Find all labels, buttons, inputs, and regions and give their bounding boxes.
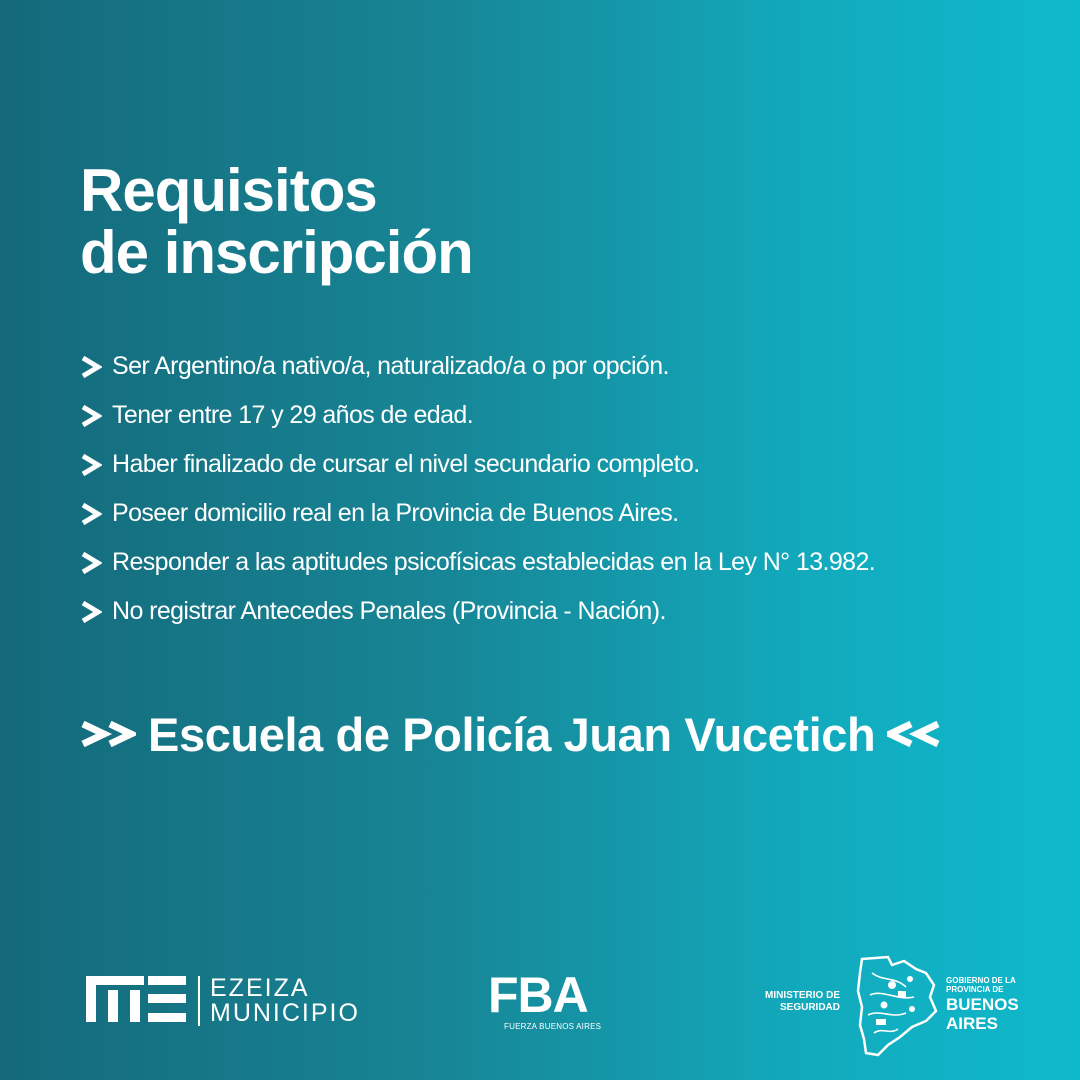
fba-logo bbox=[488, 967, 618, 1034]
school-name: Escuela de Policía Juan Vucetich bbox=[148, 707, 876, 761]
gobierno-line-2: PROVINCIA DE bbox=[946, 985, 1004, 994]
gobierno-logo bbox=[946, 976, 1019, 1032]
requirement-text: Haber finalizado de cursar el nivel secundario completo. bbox=[112, 450, 700, 478]
gobierno-line-1: GOBIERNO DE LA bbox=[946, 976, 1016, 985]
fba-subtitle: FUERZA BUENOS AIRES bbox=[504, 1022, 602, 1031]
requirements-list bbox=[80, 342, 875, 636]
double-chevron-right-icon bbox=[80, 714, 136, 754]
gobierno-line-3: BUENOS bbox=[946, 995, 1019, 1014]
gobierno-line-4: AIRES bbox=[946, 1014, 998, 1033]
list-item bbox=[80, 489, 875, 538]
ministerio-logo bbox=[740, 990, 840, 1014]
ezeiza-line-2: MUNICIPIO bbox=[210, 999, 360, 1027]
double-chevron-left-icon bbox=[887, 714, 943, 754]
school-banner bbox=[80, 702, 943, 766]
requirement-text: No registrar Antecedes Penales (Provincia - Nación). bbox=[112, 597, 666, 625]
chevron-right-icon bbox=[80, 600, 102, 624]
chevron-right-icon bbox=[80, 355, 102, 379]
requirement-text: Responder a las aptitudes psicofísicas establecidas en la Ley N° 13.982. bbox=[112, 548, 876, 576]
requirement-text: Ser Argentino/a nativo/a, naturalizado/a o por opción. bbox=[112, 352, 669, 380]
fba-mark: FBA bbox=[488, 967, 588, 1023]
list-item bbox=[80, 342, 875, 391]
title-line-2: de inscripción bbox=[80, 219, 473, 286]
chevron-right-icon bbox=[80, 551, 102, 575]
chevron-right-icon bbox=[80, 404, 102, 428]
title-line-1: Requisitos bbox=[80, 157, 377, 224]
ezeiza-line-1: EZEIZA bbox=[210, 974, 310, 1002]
requirement-text: Poseer domicilio real en la Provincia de Buenos Aires. bbox=[112, 499, 679, 527]
chevron-right-icon bbox=[80, 453, 102, 477]
page-title bbox=[80, 157, 473, 286]
chevron-right-icon bbox=[80, 502, 102, 526]
requirement-text: Tener entre 17 y 29 años de edad. bbox=[112, 401, 474, 429]
ministerio-line-1: MINISTERIO DE bbox=[764, 990, 840, 1001]
ezeiza-logo bbox=[86, 976, 360, 1026]
ezeiza-mark-icon bbox=[86, 976, 186, 1027]
list-item bbox=[80, 391, 875, 440]
province-map-icon bbox=[852, 955, 940, 1059]
ministerio-line-2: SEGURIDAD bbox=[779, 1002, 840, 1013]
list-item bbox=[80, 587, 875, 636]
list-item bbox=[80, 538, 875, 587]
list-item bbox=[80, 440, 875, 489]
